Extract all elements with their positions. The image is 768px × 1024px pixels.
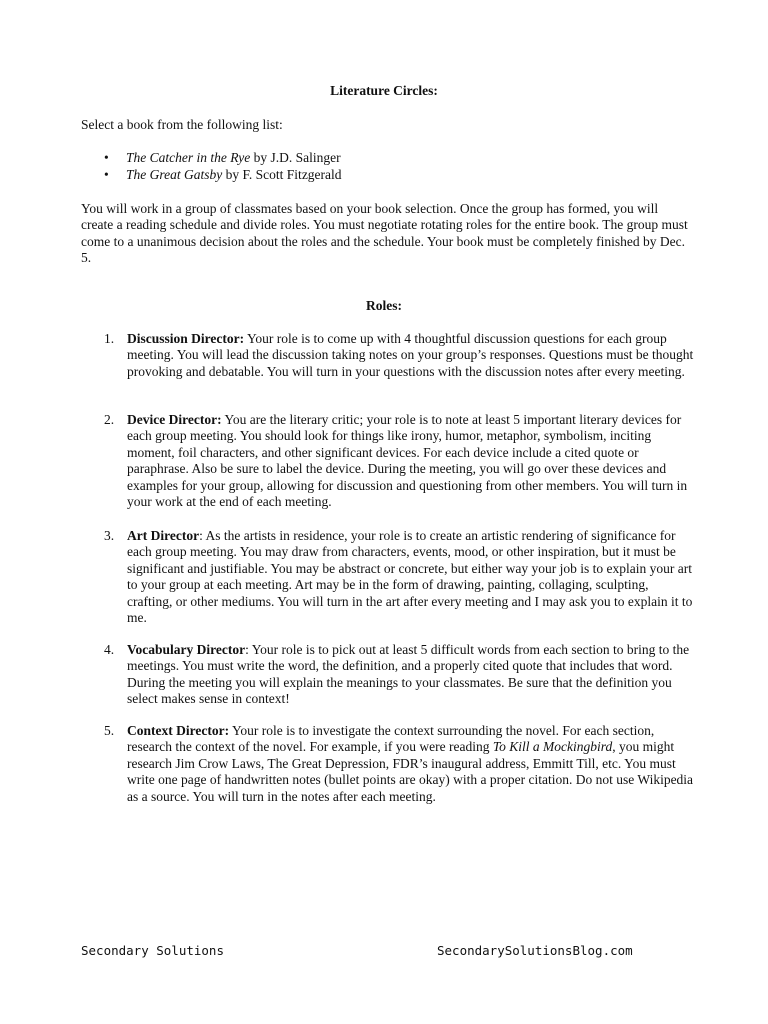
book-list	[104, 150, 342, 183]
role-name: Device Director:	[127, 412, 222, 427]
role-name: Discussion Director:	[127, 331, 245, 346]
bullet-icon: •	[104, 150, 109, 165]
role-context-director	[104, 723, 694, 805]
role-description: Your role is to investigate the context surrounding the novel. For each section, research the context of the novel. For example, if you were reading	[127, 723, 655, 755]
role-number: 5.	[104, 723, 115, 738]
role-number: 2.	[104, 412, 115, 427]
role-device-director	[104, 412, 694, 510]
role-description: : As the artists in residence, your role is to create an artistic rendering of significance for each group meeting. You may draw from characters, events, mood, or other inspiration, but it must be significant and justifiable. You may be abstract or concrete, but either way your job is to explain your art to your group at each meeting. Art may be in the form of drawing, painting, collaging, sculpting, crafting, or other mediums. You will turn in the art after every meeting and I may ask you to explain it to me.	[127, 528, 693, 626]
roles-heading: Roles:	[366, 298, 402, 313]
role-name: Vocabulary Director	[127, 642, 246, 657]
book-title: The Great Gatsby	[126, 166, 223, 182]
role-description: Your role is to come up with 4 thoughtful discussion questions for each group meeting. You will lead the discussion taking notes on your group’s responses. Questions must be thought provoking and debatable. You will turn in your questions with the discussion notes after every meeting.	[127, 331, 694, 379]
book-author: by F. Scott Fitzgerald	[222, 166, 342, 182]
role-number: 1.	[104, 331, 115, 346]
role-number: 4.	[104, 642, 115, 657]
role-discussion-director	[104, 331, 694, 380]
instructions-paragraph: You will work in a group of classmates based on your book selection. Once the group has formed, you will create a reading schedule and divide roles. You must negotiate rotating roles for the entire book. The group must come to a unanimous decision about the roles and the schedule. Your book must be completely finished by Dec. 5.	[81, 201, 688, 266]
bullet-icon: •	[104, 166, 109, 182]
role-number: 3.	[104, 528, 115, 543]
footer-brand: Secondary Solutions	[81, 943, 224, 958]
role-vocabulary-director	[104, 642, 694, 708]
role-name: Art Director	[127, 528, 200, 543]
book-reference: To Kill a Mockingbird	[492, 739, 613, 755]
role-description: : Your role is to pick out at least 5 difficult words from each section to bring to the meetings. You must write the word, the definition, and a properly cited quote that includes that word. During the meeting you will explain the meanings to your classmates. Be sure that the definition you select makes sense in context!	[127, 642, 690, 707]
role-name: Context Director:	[127, 723, 230, 738]
list-item	[104, 150, 342, 167]
book-author: by J.D. Salinger	[250, 150, 341, 165]
book-title: The Catcher in the Rye	[126, 150, 251, 165]
role-art-director	[104, 528, 694, 626]
list-item	[104, 167, 342, 184]
book-list-intro: Select a book from the following list:	[81, 117, 283, 132]
role-description-continued: , you might research Jim Crow Laws, The Great Depression, FDR’s inaugural address, Emmitt Till, etc. You must write one page of handwritten notes (bullet points are okay) with a proper citation. Do not use Wikipedia as a source. You will turn in the notes after each meeting.	[127, 739, 694, 804]
page-title: Literature Circles:	[330, 83, 438, 98]
role-description: You are the literary critic; your role is to note at least 5 important literary devices for each group meeting. You should look for things like irony, humor, metaphor, symbolism, inciting moment, foil characters, and other significant devices. For each device include a cited quote or paraphrase. Also be sure to label the device. During the meeting, you will go over these devices and examples for your group, allowing for discussion and questioning from other members. You will turn in your work at the end of each meeting.	[127, 412, 688, 510]
footer-website: SecondarySolutionsBlog.com	[437, 943, 633, 958]
